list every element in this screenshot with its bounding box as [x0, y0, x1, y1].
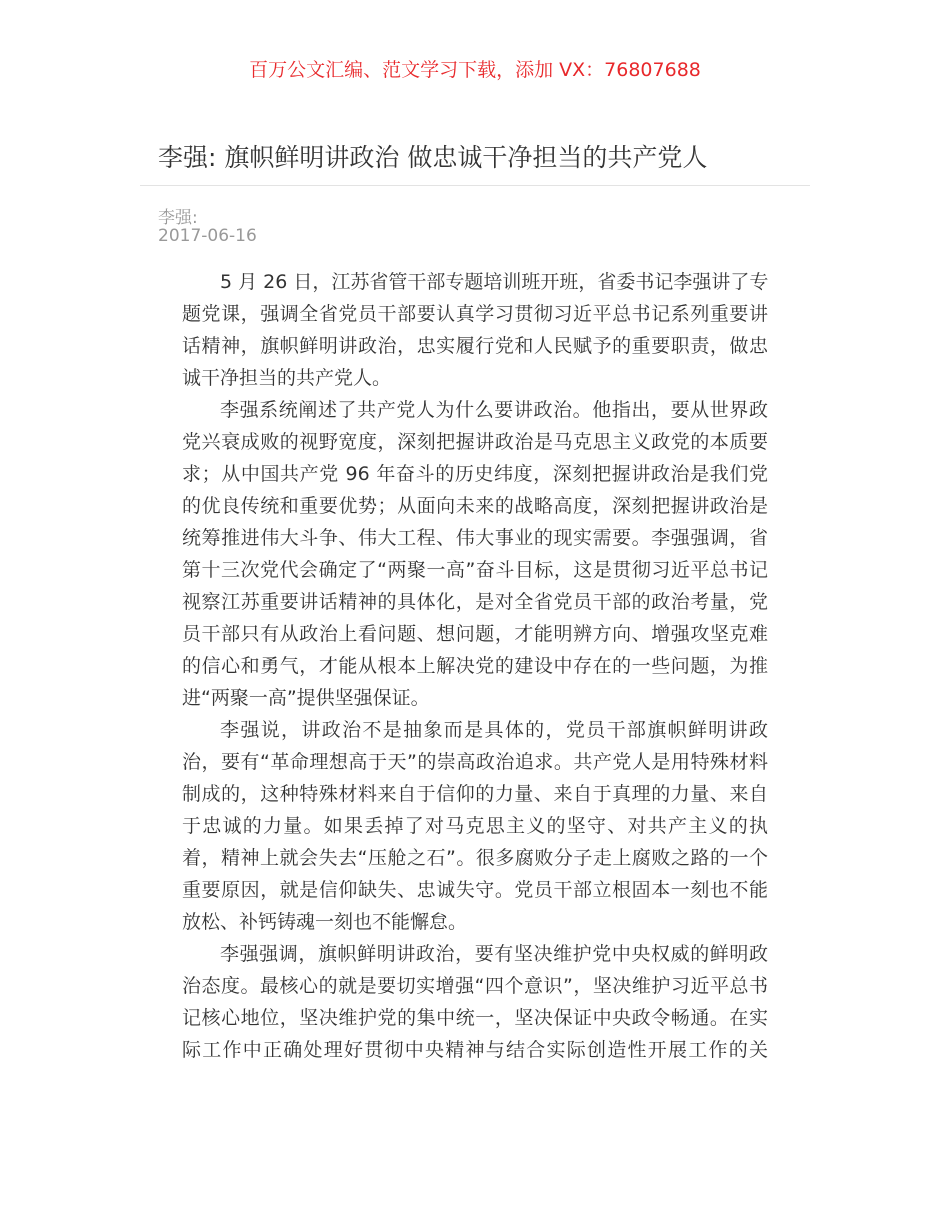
- paragraph-line: 第十三次党代会确定了“两聚一高”奋斗目标，这是贯彻习近平总书记: [182, 559, 768, 581]
- title-divider: [140, 185, 810, 186]
- paragraph-line: 着，精神上就会失去“压舱之石”。很多腐败分子走上腐败之路的一个: [182, 847, 768, 869]
- article-paragraph: [182, 938, 768, 1066]
- article-title: 李强: 旗帜鲜明讲政治 做忠诚干净担当的共产党人: [158, 143, 708, 172]
- paragraph-line: 治态度。最核心的就是要切实增强“四个意识”，坚决维护习近平总书: [182, 975, 768, 997]
- paragraph-line: 重要原因，就是信仰缺失、忠诚失守。党员干部立根固本一刻也不能: [182, 879, 768, 901]
- paragraph-line: 于忠诚的力量。如果丢掉了对马克思主义的坚守、对共产主义的执: [182, 815, 768, 837]
- paragraph-line: 李强强调，旗帜鲜明讲政治，要有坚决维护党中央权威的鲜明政: [220, 943, 768, 965]
- paragraph-line: 统筹推进伟大斗争、伟大工程、伟大事业的现实需要。李强强调，省: [182, 527, 768, 549]
- paragraph-line: 的优良传统和重要优势；从面向未来的战略高度，深刻把握讲政治是: [182, 495, 768, 517]
- paragraph-line: 视察江苏重要讲话精神的具体化，是对全省党员干部的政治考量，党: [182, 591, 768, 613]
- paragraph-line: 李强系统阐述了共产党人为什么要讲政治。他指出，要从世界政: [220, 399, 768, 421]
- paragraph-line: 放松、补钙铸魂一刻也不能懈怠。: [182, 911, 468, 933]
- article-paragraph: [182, 266, 768, 394]
- paragraph-line: 诚干净担当的共产党人。: [182, 367, 392, 389]
- paragraph-line: 话精神，旗帜鲜明讲政治，忠实履行党和人民赋予的重要职责，做忠: [182, 335, 768, 357]
- paragraph-line: 党兴衰成败的视野宽度，深刻把握讲政治是马克思主义政党的本质要: [182, 431, 768, 453]
- paragraph-line: 际工作中正确处理好贯彻中央精神与结合实际创造性开展工作的关: [182, 1039, 768, 1061]
- paragraph-line: 进“两聚一高”提供坚强保证。: [182, 687, 430, 709]
- article-date: 2017-06-16: [158, 226, 257, 246]
- paragraph-line: 李强说，讲政治不是抽象而是具体的，党员干部旗帜鲜明讲政: [220, 719, 768, 741]
- paragraph-line: 求；从中国共产党 96 年奋斗的历史纬度，深刻把握讲政治是我们党: [182, 463, 768, 485]
- download-banner: 百万公文汇编、范文学习下载，添加 VX：76807688: [249, 59, 701, 81]
- paragraph-line: 记核心地位，坚决维护党的集中统一，坚决保证中央政令畅通。在实: [182, 1007, 768, 1029]
- paragraph-line: 的信心和勇气，才能从根本上解决党的建设中存在的一些问题，为推: [182, 655, 768, 677]
- article-body: [182, 266, 768, 1066]
- paragraph-line: 治，要有“革命理想高于天”的崇高政治追求。共产党人是用特殊材料: [182, 751, 768, 773]
- paragraph-line: 员干部只有从政治上看问题、想问题，才能明辨方向、增强攻坚克难: [182, 623, 768, 645]
- paragraph-line: 5 月 26 日，江苏省管干部专题培训班开班，省委书记李强讲了专: [220, 271, 768, 293]
- article-paragraph: [182, 714, 768, 938]
- article-paragraph: [182, 394, 768, 714]
- article-author: 李强:: [158, 208, 198, 228]
- paragraph-line: 题党课，强调全省党员干部要认真学习贯彻习近平总书记系列重要讲: [182, 303, 768, 325]
- paragraph-line: 制成的，这种特殊材料来自于信仰的力量、来自于真理的力量、来自: [182, 783, 768, 805]
